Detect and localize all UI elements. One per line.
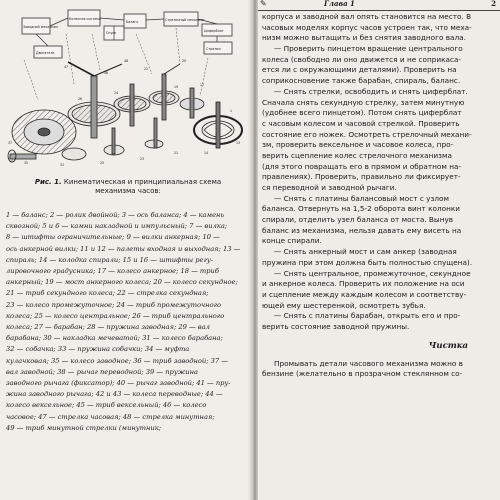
label-balance: Баланс — [126, 20, 139, 24]
legend-line: 21 — триб секундного колеса; 22 — стрелка секундная; — [6, 289, 209, 298]
svg-text:20: 20 — [182, 59, 187, 63]
label-motor: Двигатель — [36, 51, 55, 55]
caption-line-1: Кинематическая и принципиальная схема — [61, 178, 222, 186]
label-winding: Заводной механизм — [23, 25, 58, 29]
svg-text:46: 46 — [104, 71, 109, 75]
text-line: — Снять стрелки, освободить и снять циферблат. — [274, 86, 468, 96]
legend-line: колесо вексельное; 45 — триб вексельный; 46 — колесо — [6, 401, 207, 410]
body-text — [262, 12, 498, 380]
page-number: 2 — [491, 0, 496, 8]
text-line: Промывать детали часового механизма можно в — [274, 358, 463, 368]
legend-line: 8 — штифты ограничительные; 9 — вилки анкерная; 10 — — [6, 233, 220, 242]
label-wheels: Колесная система — [69, 17, 101, 21]
figure-caption — [10, 178, 246, 196]
text-line: ется ли с окружающими деталями). Проверить на — [262, 65, 457, 75]
text-line: состояние его ножек. Осмотреть стрелочный механи- — [262, 129, 472, 139]
legend-line: спираль; 14 — колодка спирали; 15 и 16 — штифты регу- — [6, 255, 213, 264]
text-line: правлениях). Проверить, правильно ли фиксирует- — [262, 172, 461, 182]
section-heading: Чистка — [428, 340, 468, 351]
text-line: (для этого повращать его в прямом и обратном на- — [262, 161, 462, 171]
legend-line: колеса; 25 — колесо центральное; 26 — триб центрального — [6, 311, 225, 320]
text-line: — Проверить пинцетом вращение центрального — [274, 44, 463, 54]
text-line: бензине (желательно в прозрачном стеклянном со- — [262, 369, 463, 379]
text-line: спирали, отделить узел баланса от моста. Вынув — [262, 215, 454, 225]
svg-text:48: 48 — [124, 59, 129, 63]
running-header — [258, 0, 500, 11]
legend-line: 1 — баланс; 2 — ролик двойной; 3 — ось баланса; 4 — камень — [6, 211, 225, 219]
legend-line: колеса; 27 — барабан; 28 — пружина заводная; 29 — вал — [6, 323, 210, 332]
text-line: колеса (свободно ли оно движется и не соприкаса- — [262, 54, 462, 64]
label-hands: Стрелки — [206, 47, 221, 51]
legend-line: вал заводной; 38 — рычаг переводной; 39 — пружина — [6, 367, 198, 376]
kinematic-diagram — [4, 4, 248, 180]
legend-line: жина заводного рычага; 42 и 43 — колеса переводные; 44 — — [6, 390, 223, 399]
text-line: (удобнее всего пинцетом). Потом снять циферблат — [262, 108, 462, 118]
svg-text:21: 21 — [174, 151, 179, 155]
figure-legend — [6, 210, 246, 500]
text-line: конце спирали. — [262, 236, 322, 246]
text-line: баланс из механизма, нельзя давать ему висеть на — [262, 225, 462, 235]
svg-text:35: 35 — [24, 161, 29, 165]
svg-text:22: 22 — [144, 67, 149, 71]
text-line: и анкерное колеса. Проверить их положение на оси — [262, 279, 465, 289]
label-motion-work: Стрелочный механизм — [165, 18, 205, 22]
legend-line: 23 — колесо промежуточное; 24 — триб промежуточного — [6, 300, 222, 309]
label-escapement: Спуск — [106, 31, 117, 35]
svg-text:13: 13 — [236, 141, 241, 145]
text-line: зм, проверить вексельное и часовое колеса, про- — [262, 140, 454, 150]
chapter-title: Глава 1 — [324, 0, 355, 8]
text-line: Сначала снять секундную стрелку, затем минутную — [262, 97, 465, 107]
legend-line: сквозной; 5 и 6 — камни накладной и импульсный; 7 — вилка; — [6, 222, 228, 231]
svg-text:47: 47 — [64, 65, 69, 69]
text-line: с часовым колесом и часовой стрелкой. Проверить — [262, 118, 460, 128]
svg-text:1: 1 — [230, 109, 233, 113]
text-line: соприкосновение также барабан, спираль, баланс. — [262, 76, 461, 86]
legend-line: часовое; 47 — стрелка часовая; 48 — стрелка минутная; — [6, 412, 215, 421]
legend-line: 49 — триб минутной стрелки (минутник; — [6, 423, 161, 432]
text-line: — Снять с платины барабан, открыть его и про- — [274, 311, 461, 321]
legend-line: лировочного градусника; 17 — колесо анкерное; 18 — триб — [6, 267, 219, 276]
text-line: и сцепление между каждым колесом и соответству- — [262, 289, 467, 299]
right-page — [258, 0, 500, 500]
text-line: ся переводной и заводной рычаги. — [262, 183, 397, 192]
text-line: верить состояние заводной пружины. — [262, 321, 410, 331]
text-line: — Снять с платины балансовый мост с узлом — [274, 193, 450, 203]
watch-mechanism-figure — [4, 4, 248, 180]
svg-text:26: 26 — [78, 97, 83, 101]
svg-text:25: 25 — [100, 161, 105, 165]
label-dial: Циферблат — [204, 29, 224, 33]
text-line: низм можно вытащить и без снятия заводного вала. — [262, 33, 466, 43]
svg-text:24: 24 — [114, 91, 119, 95]
svg-text:14: 14 — [204, 151, 209, 155]
legend-line: барабана; 30 — накладка мечеватой; 31 — колесо барабана; — [6, 334, 223, 343]
text-line: корпуса и заводной вал опять становится на место. В — [262, 12, 472, 21]
text-line: ющей ему шестеренкой, осмотреть зубья. — [262, 300, 426, 310]
text-line: — Снять анкерный мост и сам анкер (заводная — [274, 247, 457, 257]
svg-text:31: 31 — [60, 163, 65, 167]
svg-text:19: 19 — [174, 85, 179, 89]
text-line: часовых моделях корпус часов устроен так, что меха- — [262, 22, 472, 32]
svg-text:37: 37 — [8, 141, 13, 145]
pencil-icon: ✎ — [260, 0, 267, 8]
legend-line: анкерный; 19 — мост анкерного колеса; 20 — колесо секундное; — [6, 278, 238, 287]
caption-line-2: механизма часов: — [95, 187, 161, 195]
caption-label: Рис. 1. — [34, 178, 62, 186]
text-line: пружина при этом должна быть полностью спущена). — [262, 257, 473, 267]
svg-text:23: 23 — [140, 157, 145, 161]
legend-line: кулачковая; 35 — колесо заводное; 36 — триб заводной; 37 — — [6, 356, 228, 365]
text-line: — Снять центральное, промежуточное, секундное — [274, 268, 471, 278]
legend-line: 32 — собачка; 33 — пружина собачки; 34 — муфта — [6, 345, 190, 354]
text-line: баланса. Отвернуть на 1,5-2 оборота винт колонки — [262, 204, 461, 214]
text-line: верить сцепление колес стрелочного механизма — [262, 150, 452, 160]
legend-line: заводного рычага (фиксатор); 40 — рычаг заводной; 41 — пру- — [6, 379, 231, 388]
legend-line: ось анкерной вилки; 11 и 12 — палеты входная и выходная; 13 — — [6, 244, 241, 253]
svg-text:17: 17 — [200, 83, 205, 87]
